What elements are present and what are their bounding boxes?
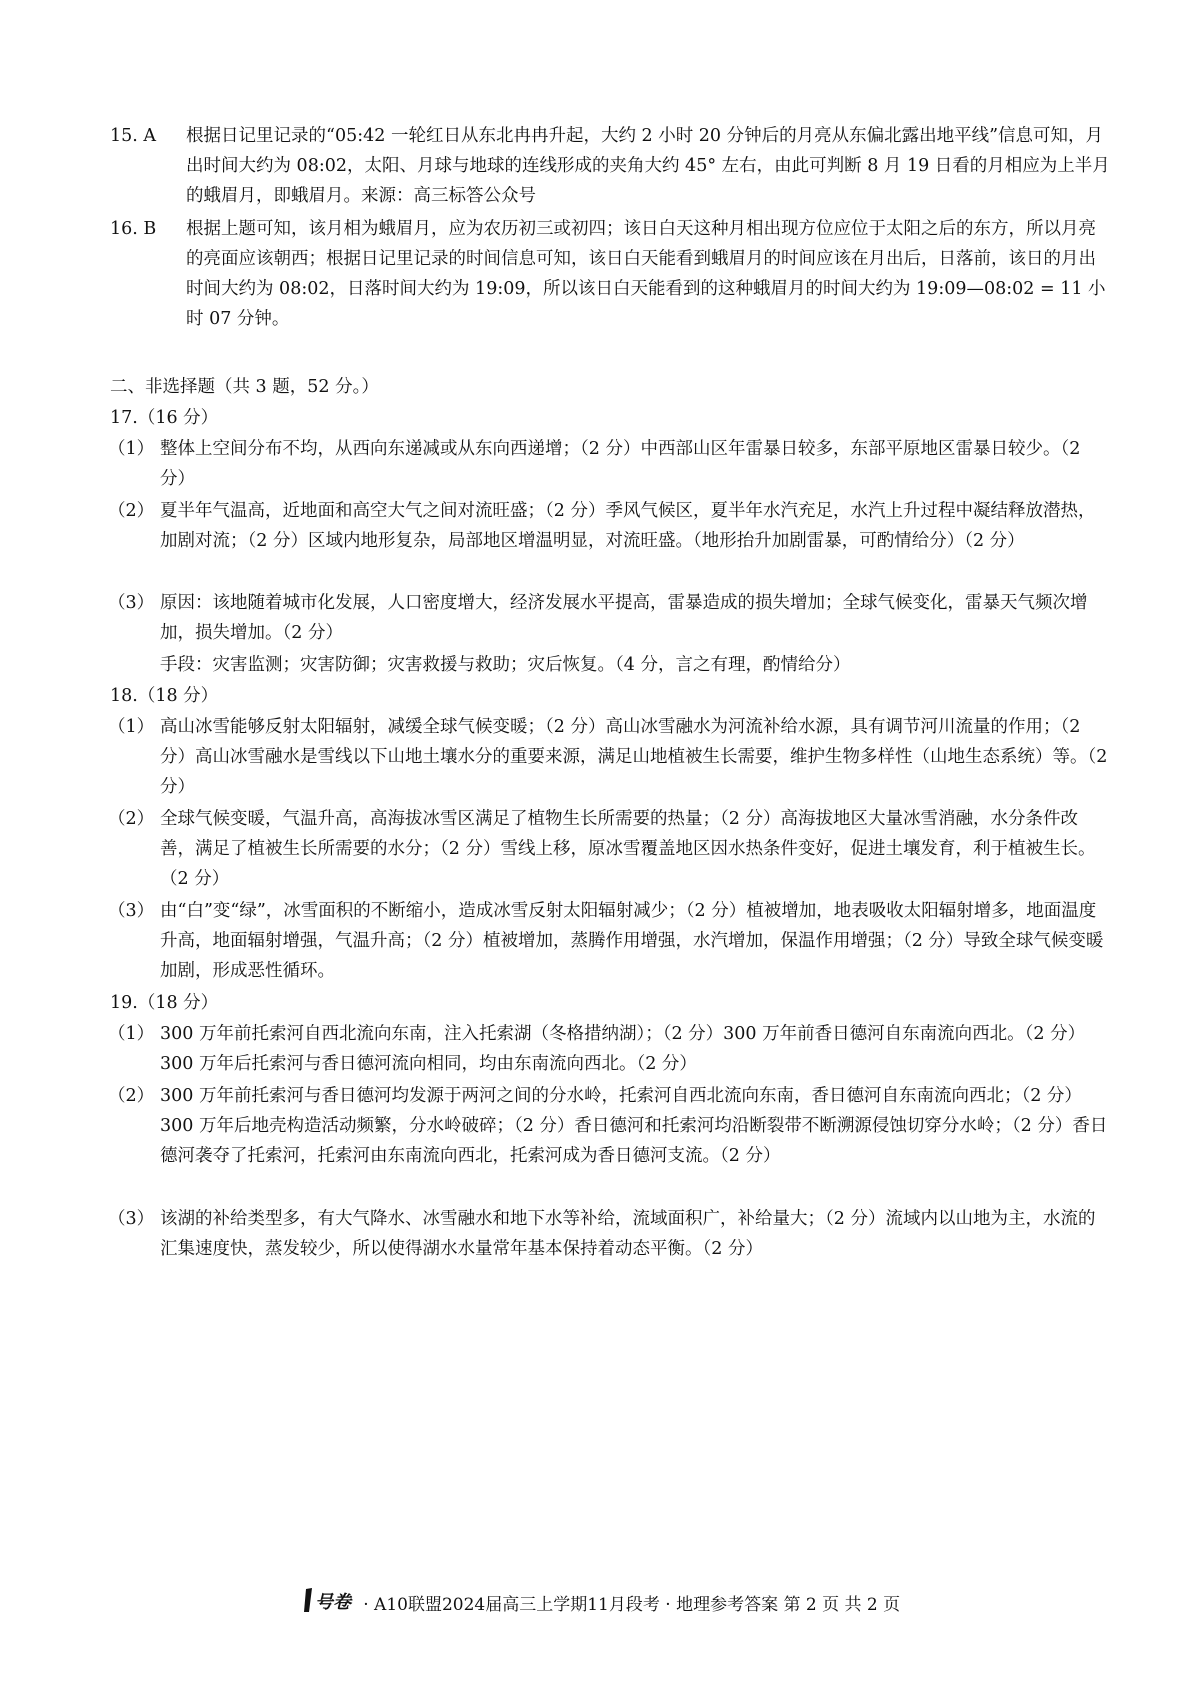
q18-part-1 (108, 712, 1110, 802)
q18-part-3 (108, 896, 1110, 986)
page-footer (0, 1586, 1200, 1624)
part-label: （3） (108, 593, 155, 613)
part-label: （2） (108, 501, 155, 521)
q17-part-2 (108, 496, 1110, 556)
q17-part-3-methods: 手段：灾害监测；灾害防御；灾害救援与救助；灾后恢复。（4 分，言之有理，酌情给分） (160, 655, 851, 675)
question-number: 15. A (110, 126, 157, 146)
q19-part-3 (108, 1204, 1110, 1264)
part-label: （3） (108, 1209, 155, 1229)
q19-part-2 (108, 1081, 1110, 1171)
part-answer: 300 万年前托索河与香日德河均发源于两河之间的分水岭，托索河自西北流向东南，香日德河自东南流向西北；（2 分）300 万年后地壳构造活动频繁，分水岭破碎；（2 分）香日德河和托索河均沿断裂带不断溯源侵蚀切穿分水岭；（2 分）香日德河袭夺了托索河，托索河由东南流向西北，托索河成为香日德河支流。（2 分） (160, 1086, 1108, 1166)
part-label: （2） (108, 1086, 155, 1106)
part-label: （2） (108, 809, 155, 829)
brand-logo-icon (300, 1586, 356, 1614)
part-answer: 由“白”变“绿”，冰雪面积的不断缩小，造成冰雪反射太阳辐射减少；（2 分）植被增加，地表吸收太阳辐射增多，地面温度升高，地面辐射增强，气温升高；（2 分）植被增加，蒸腾作用增强，水汽增加，保温作用增强；（2 分）导致全球气候变暖加剧，形成恶性循环。 (160, 901, 1104, 981)
part-answer: 整体上空间分布不均，从西向东递减或从东向西递增；（2 分）中西部山区年雷暴日较多，东部平原地区雷暴日较少。（2 分） (160, 439, 1081, 489)
q17-part-3 (108, 588, 1110, 648)
part-answer: 原因：该地随着城市化发展，人口密度增大，经济发展水平提高，雷暴造成的损失增加；全球气候变化，雷暴天气频次增加，损失增加。（2 分） (160, 593, 1088, 643)
mc-answer-15 (110, 121, 1110, 211)
question-number: 16. B (110, 219, 157, 239)
part-answer: 全球气候变暖，气温升高，高海拔冰雪区满足了植物生长所需要的热量；（2 分）高海拔地区大量冰雪消融，水分条件改善，满足了植被生长所需要的水分；（2 分）雪线上移，原冰雪覆盖地区因水热条件变好，促进土壤发育，利于植被生长。（2 分） (160, 809, 1096, 889)
part-answer: 夏半年气温高，近地面和高空大气之间对流旺盛；（2 分）季风气候区，夏半年水汽充足，水汽上升过程中凝结释放潜热，加剧对流；（2 分）区域内地形复杂，局部地区增温明显，对流旺盛。（地形抬升加剧雷暴，可酌情给分）（2 分） (160, 501, 1096, 551)
mc-answer-16 (110, 214, 1110, 334)
question-17-heading: 17.（16 分） (110, 408, 219, 428)
answer-explanation: 根据上题可知，该月相为蛾眉月，应为农历初三或初四；该日白天这种月相出现方位应位于太阳之后的东方，所以月亮的亮面应该朝西；根据日记里记录的时间信息可知，该日白天能看到蛾眉月的时间应该在月出后，日落前，该日的月出时间大约为 08:02，日落时间大约为 19:09，所以该日白天能看到的这种蛾眉月的时间大约为 19:09—08:02 = 11 小时 07 分钟。 (186, 219, 1106, 329)
section-title: 二、非选择题（共 3 题，52 分。） (110, 377, 379, 397)
part-label: （3） (108, 901, 155, 921)
footer-text: · A10联盟2024届高三上学期11月段考 · 地理参考答案 第 2 页 共 2 页 (363, 1595, 901, 1615)
question-19-heading: 19.（18 分） (110, 993, 219, 1013)
q19-part-1 (108, 1019, 1110, 1079)
answer-explanation: 根据日记里记录的“05:42 一轮红日从东北冉冉升起，大约 2 小时 20 分钟后的月亮从东偏北露出地平线”信息可知，月出时间大约为 08:02，太阳、月球与地球的连线形成的夹角大约 45° 左右，由此可判断 8 月 19 日看的月相应为上半月的蛾眉月，即蛾眉月。来源：高三标答公众号 (186, 126, 1110, 206)
part-answer: 高山冰雪能够反射太阳辐射，减缓全球气候变暖；（2 分）高山冰雪融水为河流补给水源，具有调节河川流量的作用；（2 分）高山冰雪融水是雪线以下山地土壤水分的重要来源，满足山地植被生长需要，维护生物多样性（山地生态系统）等。（2 分） (160, 717, 1108, 797)
part-label: （1） (108, 439, 155, 459)
part-answer: 该湖的补给类型多，有大气降水、冰雪融水和地下水等补给，流域面积广，补给量大；（2 分）流域内以山地为主，水流的汇集速度快，蒸发较少，所以使得湖水水量常年基本保持着动态平衡。（2 分） (160, 1209, 1096, 1259)
part-answer: 300 万年前托索河自西北流向东南，注入托索湖（冬格措纳湖）；（2 分）300 万年前香日德河自东南流向西北。（2 分）300 万年后托索河与香日德河流向相同，均由东南流向西北。（2 分） (160, 1024, 1086, 1074)
q18-part-2 (108, 804, 1110, 894)
question-18-heading: 18.（18 分） (110, 686, 219, 706)
part-label: （1） (108, 1024, 155, 1044)
brand-logo (300, 1586, 356, 1624)
svg-text:号卷: 号卷 (314, 1592, 351, 1613)
q17-part-1 (108, 434, 1110, 494)
part-label: （1） (108, 717, 155, 737)
